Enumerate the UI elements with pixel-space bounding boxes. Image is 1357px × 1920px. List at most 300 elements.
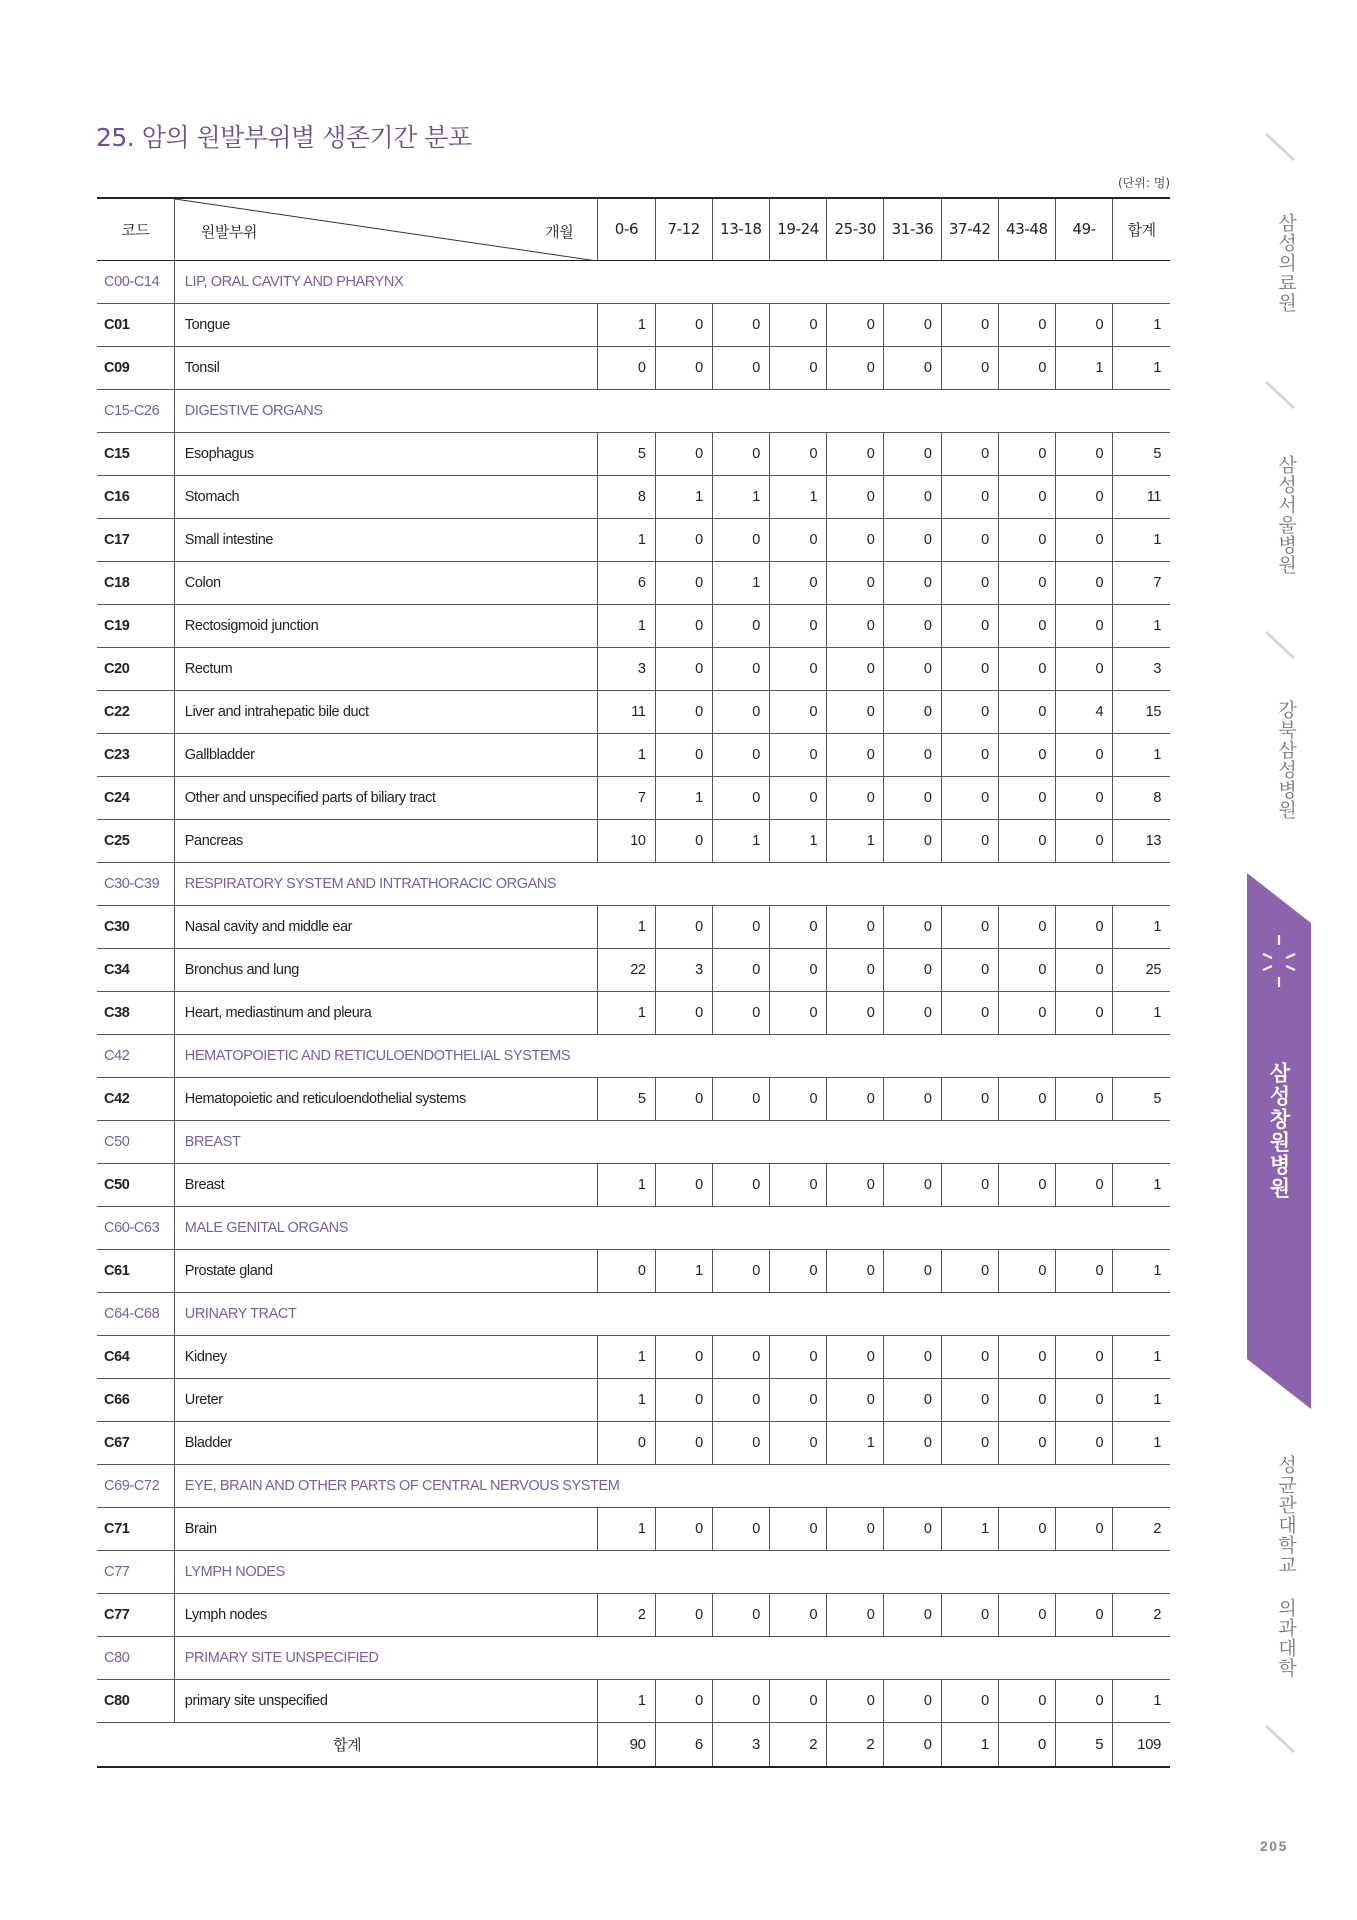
count-cell: 0 (769, 1378, 826, 1421)
count-cell: 0 (998, 1421, 1055, 1464)
total-cell: 0 (998, 1722, 1055, 1767)
grand-total-cell: 109 (1113, 1722, 1170, 1767)
row-code: C15 (97, 432, 174, 475)
category-name: EYE, BRAIN AND OTHER PARTS OF CENTRAL NERVOUS SYSTEM (174, 1464, 1170, 1507)
count-cell: 1 (598, 1335, 655, 1378)
category-code: C77 (97, 1550, 174, 1593)
row-site: Tongue (174, 303, 598, 346)
count-cell: 0 (941, 518, 998, 561)
count-cell: 0 (655, 991, 712, 1034)
table-row (97, 1077, 1170, 1120)
count-cell: 0 (998, 475, 1055, 518)
total-label: 합계 (97, 1722, 598, 1767)
count-cell: 0 (941, 1163, 998, 1206)
count-cell: 0 (998, 303, 1055, 346)
count-cell: 0 (827, 733, 884, 776)
side-tab-samsung-medical-center[interactable]: 삼성의료원 (1275, 213, 1297, 313)
category-row (97, 389, 1170, 432)
count-cell: 0 (827, 776, 884, 819)
count-cell: 0 (827, 1507, 884, 1550)
table-row (97, 1593, 1170, 1636)
count-cell: 0 (998, 1593, 1055, 1636)
count-cell: 0 (712, 346, 769, 389)
table-row (97, 604, 1170, 647)
count-cell: 0 (1055, 561, 1112, 604)
count-cell: 0 (827, 303, 884, 346)
count-cell: 0 (998, 1335, 1055, 1378)
row-code: C42 (97, 1077, 174, 1120)
row-site: Hematopoietic and reticuloendothelial systems (174, 1077, 598, 1120)
header-code: 코드 (97, 198, 174, 260)
category-row (97, 1206, 1170, 1249)
count-cell: 0 (884, 690, 941, 733)
count-cell: 0 (769, 1421, 826, 1464)
side-tab-samsung-seoul-hospital[interactable]: 삼성서울병원 (1275, 455, 1297, 575)
category-code: C64-C68 (97, 1292, 174, 1335)
count-cell: 1 (598, 1679, 655, 1722)
count-cell: 0 (655, 905, 712, 948)
table-row (97, 1507, 1170, 1550)
count-cell: 0 (941, 1679, 998, 1722)
count-cell: 0 (712, 518, 769, 561)
category-name: LYMPH NODES (174, 1550, 1170, 1593)
page-number: 205 (1260, 1838, 1288, 1854)
count-cell: 0 (769, 991, 826, 1034)
row-code: C61 (97, 1249, 174, 1292)
count-cell: 1 (712, 475, 769, 518)
count-cell: 0 (712, 991, 769, 1034)
row-site: Lymph nodes (174, 1593, 598, 1636)
count-cell: 0 (827, 518, 884, 561)
count-cell: 0 (998, 1077, 1055, 1120)
category-name: HEMATOPOIETIC AND RETICULOENDOTHELIAL SYSTEMS (174, 1034, 1170, 1077)
row-total-cell: 1 (1113, 1249, 1170, 1292)
count-cell: 0 (827, 991, 884, 1034)
table-row (97, 905, 1170, 948)
header-month-col: 19-24 (769, 198, 826, 260)
row-total-cell: 2 (1113, 1507, 1170, 1550)
count-cell: 0 (712, 690, 769, 733)
table-row (97, 991, 1170, 1034)
count-cell: 0 (998, 1679, 1055, 1722)
count-cell: 0 (769, 776, 826, 819)
count-cell: 0 (827, 905, 884, 948)
row-total-cell: 1 (1113, 1421, 1170, 1464)
row-code: C50 (97, 1163, 174, 1206)
count-cell: 1 (598, 1378, 655, 1421)
count-cell: 0 (998, 432, 1055, 475)
count-cell: 0 (769, 561, 826, 604)
row-site: Small intestine (174, 518, 598, 561)
count-cell: 0 (884, 1077, 941, 1120)
count-cell: 1 (598, 1507, 655, 1550)
count-cell: 0 (769, 905, 826, 948)
row-total-cell: 1 (1113, 604, 1170, 647)
count-cell: 0 (998, 733, 1055, 776)
count-cell: 0 (941, 346, 998, 389)
count-cell: 0 (769, 1507, 826, 1550)
count-cell: 0 (655, 303, 712, 346)
count-cell: 0 (884, 1593, 941, 1636)
count-cell: 0 (1055, 647, 1112, 690)
count-cell: 0 (998, 647, 1055, 690)
count-cell: 0 (712, 604, 769, 647)
count-cell: 0 (884, 776, 941, 819)
count-cell: 0 (941, 819, 998, 862)
count-cell: 0 (827, 690, 884, 733)
count-cell: 0 (941, 1335, 998, 1378)
row-code: C09 (97, 346, 174, 389)
count-cell: 6 (598, 561, 655, 604)
category-code: C80 (97, 1636, 174, 1679)
count-cell: 0 (655, 690, 712, 733)
count-cell: 0 (769, 647, 826, 690)
count-cell: 0 (884, 561, 941, 604)
count-cell: 0 (712, 1378, 769, 1421)
header-month-col: 49- (1055, 198, 1112, 260)
category-row (97, 1550, 1170, 1593)
count-cell: 3 (655, 948, 712, 991)
count-cell: 0 (655, 819, 712, 862)
count-cell: 1 (655, 776, 712, 819)
count-cell: 5 (598, 1077, 655, 1120)
table-row (97, 1378, 1170, 1421)
count-cell: 0 (712, 432, 769, 475)
count-cell: 0 (769, 690, 826, 733)
table-row (97, 1421, 1170, 1464)
category-name: DIGESTIVE ORGANS (174, 389, 1170, 432)
row-code: C16 (97, 475, 174, 518)
count-cell: 0 (769, 346, 826, 389)
count-cell: 0 (712, 905, 769, 948)
slash-icon (1262, 1722, 1298, 1758)
count-cell: 1 (598, 991, 655, 1034)
count-cell: 0 (1055, 1421, 1112, 1464)
count-cell: 0 (884, 303, 941, 346)
table-row (97, 475, 1170, 518)
count-cell: 0 (941, 303, 998, 346)
table-row (97, 1679, 1170, 1722)
count-cell: 1 (769, 475, 826, 518)
count-cell: 0 (941, 475, 998, 518)
count-cell: 0 (1055, 604, 1112, 647)
count-cell: 0 (998, 1507, 1055, 1550)
count-cell: 1 (941, 1507, 998, 1550)
count-cell: 0 (884, 1163, 941, 1206)
row-total-cell: 15 (1113, 690, 1170, 733)
header-month-col: 37-42 (941, 198, 998, 260)
row-site: primary site unspecified (174, 1679, 598, 1722)
count-cell: 0 (1055, 1249, 1112, 1292)
row-code: C24 (97, 776, 174, 819)
row-total-cell: 1 (1113, 1163, 1170, 1206)
table-row (97, 690, 1170, 733)
header-months-label: 개월 (545, 223, 574, 241)
category-row (97, 1464, 1170, 1507)
count-cell: 5 (598, 432, 655, 475)
count-cell: 0 (941, 1378, 998, 1421)
count-cell: 0 (769, 1593, 826, 1636)
category-row (97, 1636, 1170, 1679)
row-code: C25 (97, 819, 174, 862)
count-cell: 0 (655, 647, 712, 690)
table-row (97, 346, 1170, 389)
count-cell: 0 (769, 1335, 826, 1378)
row-total-cell: 1 (1113, 303, 1170, 346)
count-cell: 0 (655, 1077, 712, 1120)
count-cell: 0 (998, 1378, 1055, 1421)
count-cell: 0 (827, 346, 884, 389)
count-cell: 1 (827, 1421, 884, 1464)
table-row (97, 561, 1170, 604)
count-cell: 0 (827, 647, 884, 690)
count-cell: 0 (712, 733, 769, 776)
category-code: C50 (97, 1120, 174, 1163)
count-cell: 0 (998, 991, 1055, 1034)
row-total-cell: 1 (1113, 346, 1170, 389)
row-site: Stomach (174, 475, 598, 518)
count-cell: 1 (1055, 346, 1112, 389)
count-cell: 0 (998, 346, 1055, 389)
total-cell: 0 (884, 1722, 941, 1767)
category-name: URINARY TRACT (174, 1292, 1170, 1335)
side-tab-samsung-changwon-hospital[interactable]: 삼성창원병원 (1267, 1062, 1291, 1200)
count-cell: 0 (827, 1335, 884, 1378)
count-cell: 0 (884, 991, 941, 1034)
category-name: BREAST (174, 1120, 1170, 1163)
row-code: C67 (97, 1421, 174, 1464)
count-cell: 3 (598, 647, 655, 690)
header-site (174, 198, 598, 260)
count-cell: 0 (1055, 1163, 1112, 1206)
count-cell: 0 (712, 776, 769, 819)
count-cell: 0 (598, 346, 655, 389)
count-cell: 0 (769, 1163, 826, 1206)
count-cell: 0 (941, 690, 998, 733)
count-cell: 0 (712, 948, 769, 991)
count-cell: 0 (1055, 475, 1112, 518)
count-cell: 0 (827, 1593, 884, 1636)
category-code: C30-C39 (97, 862, 174, 905)
row-site: Ureter (174, 1378, 598, 1421)
count-cell: 11 (598, 690, 655, 733)
count-cell: 1 (712, 819, 769, 862)
count-cell: 0 (769, 518, 826, 561)
row-site: Heart, mediastinum and pleura (174, 991, 598, 1034)
count-cell: 0 (884, 733, 941, 776)
table-row (97, 776, 1170, 819)
category-row (97, 1034, 1170, 1077)
slash-icon (1262, 130, 1298, 166)
count-cell: 1 (598, 905, 655, 948)
count-cell: 0 (712, 1679, 769, 1722)
count-cell: 0 (769, 604, 826, 647)
count-cell: 0 (941, 1249, 998, 1292)
row-code: C22 (97, 690, 174, 733)
count-cell: 0 (655, 1378, 712, 1421)
count-cell: 0 (827, 1163, 884, 1206)
row-code: C71 (97, 1507, 174, 1550)
count-cell: 0 (998, 518, 1055, 561)
count-cell: 0 (598, 1421, 655, 1464)
table-row (97, 948, 1170, 991)
row-total-cell: 25 (1113, 948, 1170, 991)
count-cell: 10 (598, 819, 655, 862)
count-cell: 0 (998, 1163, 1055, 1206)
count-cell: 0 (1055, 303, 1112, 346)
table-row (97, 518, 1170, 561)
header-site-label: 원발부위 (200, 223, 258, 241)
count-cell: 0 (941, 948, 998, 991)
count-cell: 0 (998, 561, 1055, 604)
category-code: C42 (97, 1034, 174, 1077)
total-cell: 6 (655, 1722, 712, 1767)
category-code: C60-C63 (97, 1206, 174, 1249)
count-cell: 1 (712, 561, 769, 604)
count-cell: 1 (827, 819, 884, 862)
row-code: C30 (97, 905, 174, 948)
count-cell: 0 (941, 1077, 998, 1120)
category-name: MALE GENITAL ORGANS (174, 1206, 1170, 1249)
count-cell: 0 (655, 1679, 712, 1722)
count-cell: 0 (1055, 905, 1112, 948)
count-cell: 0 (1055, 1077, 1112, 1120)
count-cell: 8 (598, 475, 655, 518)
row-site: Nasal cavity and middle ear (174, 905, 598, 948)
total-cell: 3 (712, 1722, 769, 1767)
total-row (97, 1722, 1170, 1767)
row-total-cell: 1 (1113, 733, 1170, 776)
count-cell: 0 (941, 733, 998, 776)
row-site: Esophagus (174, 432, 598, 475)
count-cell: 0 (769, 432, 826, 475)
count-cell: 0 (827, 948, 884, 991)
category-row (97, 1292, 1170, 1335)
count-cell: 0 (1055, 991, 1112, 1034)
row-code: C77 (97, 1593, 174, 1636)
row-site: Liver and intrahepatic bile duct (174, 690, 598, 733)
count-cell: 0 (998, 905, 1055, 948)
row-site: Kidney (174, 1335, 598, 1378)
count-cell: 0 (998, 690, 1055, 733)
count-cell: 0 (1055, 733, 1112, 776)
category-code: C15-C26 (97, 389, 174, 432)
count-cell: 0 (712, 303, 769, 346)
count-cell: 0 (1055, 1335, 1112, 1378)
count-cell: 0 (941, 432, 998, 475)
category-name: RESPIRATORY SYSTEM AND INTRATHORACIC ORGANS (174, 862, 1170, 905)
count-cell: 0 (712, 1077, 769, 1120)
count-cell: 0 (884, 475, 941, 518)
count-cell: 2 (598, 1593, 655, 1636)
count-cell: 0 (655, 1507, 712, 1550)
count-cell: 0 (827, 561, 884, 604)
count-cell: 0 (1055, 1679, 1112, 1722)
row-code: C20 (97, 647, 174, 690)
count-cell: 0 (998, 819, 1055, 862)
count-cell: 1 (598, 604, 655, 647)
row-code: C34 (97, 948, 174, 991)
count-cell: 0 (827, 1249, 884, 1292)
count-cell: 0 (998, 604, 1055, 647)
row-code: C19 (97, 604, 174, 647)
count-cell: 0 (941, 604, 998, 647)
table-header-row (97, 198, 1170, 260)
category-name: PRIMARY SITE UNSPECIFIED (174, 1636, 1170, 1679)
row-site: Rectum (174, 647, 598, 690)
row-code: C23 (97, 733, 174, 776)
count-cell: 4 (1055, 690, 1112, 733)
count-cell: 0 (827, 432, 884, 475)
row-total-cell: 5 (1113, 1077, 1170, 1120)
row-site: Tonsil (174, 346, 598, 389)
count-cell: 0 (998, 948, 1055, 991)
row-site: Bladder (174, 1421, 598, 1464)
row-code: C38 (97, 991, 174, 1034)
total-cell: 2 (827, 1722, 884, 1767)
count-cell: 0 (1055, 1593, 1112, 1636)
count-cell: 0 (655, 346, 712, 389)
row-total-cell: 3 (1113, 647, 1170, 690)
count-cell: 0 (884, 1421, 941, 1464)
count-cell: 0 (712, 1507, 769, 1550)
count-cell: 0 (1055, 776, 1112, 819)
category-code: C00-C14 (97, 260, 174, 303)
row-total-cell: 5 (1113, 432, 1170, 475)
table-row (97, 733, 1170, 776)
count-cell: 1 (598, 518, 655, 561)
row-site: Prostate gland (174, 1249, 598, 1292)
total-cell: 2 (769, 1722, 826, 1767)
count-cell: 0 (884, 1679, 941, 1722)
count-cell: 0 (769, 1679, 826, 1722)
row-code: C80 (97, 1679, 174, 1722)
header-month-col: 43-48 (998, 198, 1055, 260)
row-site: Brain (174, 1507, 598, 1550)
count-cell: 0 (884, 518, 941, 561)
table-row (97, 1335, 1170, 1378)
row-site: Colon (174, 561, 598, 604)
count-cell: 0 (769, 1249, 826, 1292)
count-cell: 0 (598, 1249, 655, 1292)
row-total-cell: 1 (1113, 1679, 1170, 1722)
slash-icon (1262, 378, 1298, 414)
page-title: 25. 암의 원발부위별 생존기간 분포 (96, 123, 472, 152)
count-cell: 0 (827, 475, 884, 518)
table-body (97, 260, 1170, 1767)
category-code: C69-C72 (97, 1464, 174, 1507)
count-cell: 0 (884, 1335, 941, 1378)
side-tab-skku-medicine[interactable]: 성균관대학교 의과대학 (1275, 1455, 1297, 1678)
row-total-cell: 1 (1113, 1378, 1170, 1421)
table-row (97, 1163, 1170, 1206)
count-cell: 1 (655, 1249, 712, 1292)
count-cell: 0 (769, 948, 826, 991)
count-cell: 0 (655, 518, 712, 561)
count-cell: 0 (712, 1593, 769, 1636)
side-tab-kangbuk-samsung-hospital[interactable]: 강북삼성병원 (1275, 700, 1297, 820)
count-cell: 0 (827, 1378, 884, 1421)
count-cell: 0 (884, 948, 941, 991)
count-cell: 0 (941, 1593, 998, 1636)
count-cell: 0 (655, 432, 712, 475)
count-cell: 1 (598, 733, 655, 776)
count-cell: 0 (941, 1421, 998, 1464)
count-cell: 0 (1055, 518, 1112, 561)
count-cell: 1 (655, 475, 712, 518)
row-site: Rectosigmoid junction (174, 604, 598, 647)
count-cell: 0 (884, 1249, 941, 1292)
